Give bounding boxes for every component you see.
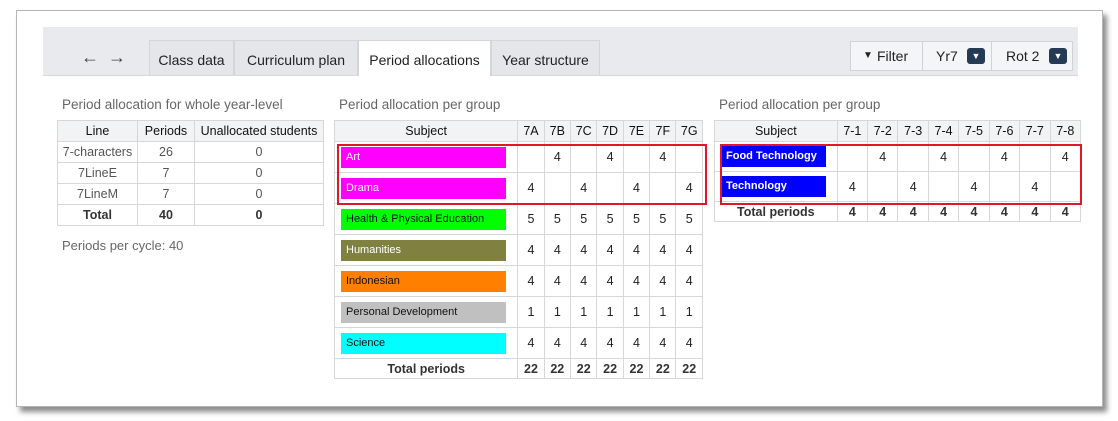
period-cell[interactable]: 4 <box>518 173 544 204</box>
subject-cell <box>715 172 838 202</box>
period-cell[interactable] <box>898 142 928 172</box>
period-cell[interactable]: 4 <box>544 328 570 359</box>
total-unallocated: 0 <box>195 205 324 226</box>
year-level-title: Period allocation for whole year-level <box>62 97 283 112</box>
total-cell: 4 <box>898 202 928 222</box>
table-row <box>715 172 1081 202</box>
total-cell: 4 <box>989 202 1019 222</box>
period-cell[interactable]: 4 <box>597 328 623 359</box>
subject-cell <box>335 142 518 173</box>
period-cell[interactable] <box>989 172 1019 202</box>
period-cell[interactable] <box>571 142 597 173</box>
tab-curriculum-plan[interactable]: Curriculum plan <box>234 40 358 75</box>
period-cell[interactable]: 4 <box>959 172 989 202</box>
period-cell[interactable]: 4 <box>571 328 597 359</box>
period-cell[interactable]: 4 <box>868 142 898 172</box>
period-cell[interactable] <box>1020 142 1050 172</box>
periods-per-cycle <box>62 238 183 253</box>
tab-period-allocations[interactable]: Period allocations <box>358 40 491 76</box>
line-unallocated: 0 <box>195 142 324 163</box>
subject-cell <box>335 173 518 204</box>
period-cell[interactable]: 4 <box>544 142 570 173</box>
period-cell[interactable]: 5 <box>544 204 570 235</box>
period-cell[interactable]: 4 <box>1050 142 1081 172</box>
period-cell[interactable]: 1 <box>597 297 623 328</box>
total-cell: 22 <box>597 359 623 379</box>
filter-icon: ▼ <box>863 50 873 61</box>
total-cell: 4 <box>868 202 898 222</box>
period-cell[interactable]: 4 <box>518 328 544 359</box>
period-cell[interactable]: 5 <box>571 204 597 235</box>
line-unallocated: 0 <box>195 163 324 184</box>
period-cell[interactable]: 1 <box>676 297 703 328</box>
col-header-group: 7E <box>623 121 649 142</box>
group-table-2 <box>714 120 1081 222</box>
total-periods: 40 <box>138 205 195 226</box>
total-cell: 4 <box>1020 202 1050 222</box>
total-cell: 4 <box>928 202 958 222</box>
period-cell[interactable]: 4 <box>623 266 649 297</box>
group-table-2-title: Period allocation per group <box>719 97 881 112</box>
periods-per-cycle-value: 40 <box>168 238 184 253</box>
line-periods: 7 <box>138 184 195 205</box>
table-row <box>58 184 324 205</box>
total-row <box>715 202 1081 222</box>
period-cell[interactable]: 4 <box>898 172 928 202</box>
total-cell: 4 <box>959 202 989 222</box>
col-header-group: 7-8 <box>1050 121 1081 142</box>
period-cell[interactable]: 4 <box>623 328 649 359</box>
tab-class-data[interactable]: Class data <box>149 40 234 75</box>
period-cell[interactable]: 4 <box>597 142 623 173</box>
total-label: Total periods <box>715 202 838 222</box>
total-row <box>58 205 324 226</box>
col-header-group: 7F <box>650 121 676 142</box>
subject-cell <box>715 142 838 172</box>
line-periods: 7 <box>138 163 195 184</box>
year-select[interactable] <box>922 41 992 71</box>
back-arrow-icon[interactable]: ← <box>81 47 99 67</box>
subject-chip[interactable]: Indonesian <box>341 271 506 292</box>
period-cell[interactable]: 1 <box>623 297 649 328</box>
line-name: 7LineM <box>58 184 138 205</box>
period-cell[interactable]: 4 <box>597 266 623 297</box>
table-row <box>715 142 1081 172</box>
period-cell[interactable] <box>837 142 867 172</box>
col-header-subject: Subject <box>715 121 838 142</box>
period-cell[interactable]: 5 <box>518 204 544 235</box>
period-cell[interactable]: 4 <box>676 173 703 204</box>
year-select-value: Yr7 <box>936 48 958 64</box>
table-row <box>335 266 703 297</box>
total-label: Total <box>58 205 138 226</box>
table-row <box>58 142 324 163</box>
year-level-table <box>57 120 324 226</box>
period-cell[interactable]: 1 <box>571 297 597 328</box>
period-cell[interactable]: 1 <box>518 297 544 328</box>
col-header-group: 7B <box>544 121 570 142</box>
period-cell[interactable]: 4 <box>989 142 1019 172</box>
table-row <box>335 204 703 235</box>
col-header-unallocated: Unallocated students <box>195 121 324 142</box>
period-cell[interactable]: 4 <box>518 266 544 297</box>
period-cell[interactable]: 4 <box>650 142 676 173</box>
period-cell[interactable]: 4 <box>650 235 676 266</box>
forward-arrow-icon[interactable]: → <box>108 47 126 67</box>
line-unallocated: 0 <box>195 184 324 205</box>
chevron-down-icon: ▼ <box>967 48 985 64</box>
period-cell[interactable] <box>544 173 570 204</box>
period-cell[interactable]: 5 <box>597 204 623 235</box>
col-header-group: 7-4 <box>928 121 958 142</box>
col-header-group: 7A <box>518 121 544 142</box>
period-cell[interactable] <box>868 172 898 202</box>
period-cell[interactable] <box>928 172 958 202</box>
period-cell[interactable]: 4 <box>571 266 597 297</box>
col-header-group: 7-5 <box>959 121 989 142</box>
col-header-group: 7-3 <box>898 121 928 142</box>
group-table-1 <box>334 120 703 379</box>
rotation-select-value: Rot 2 <box>1006 48 1040 64</box>
line-periods: 26 <box>138 142 195 163</box>
subject-chip[interactable]: Science <box>341 333 506 354</box>
period-cell[interactable]: 4 <box>544 266 570 297</box>
tab-year-structure[interactable]: Year structure <box>491 40 600 75</box>
table-row <box>335 328 703 359</box>
col-header-group: 7C <box>571 121 597 142</box>
period-cell[interactable]: 1 <box>544 297 570 328</box>
total-cell: 22 <box>623 359 649 379</box>
total-cell: 4 <box>1050 202 1081 222</box>
chevron-down-icon: ▼ <box>1049 48 1067 64</box>
total-cell: 22 <box>544 359 570 379</box>
period-cell[interactable] <box>597 173 623 204</box>
col-header-group: 7D <box>597 121 623 142</box>
col-header-line: Line <box>58 121 138 142</box>
table-row <box>335 297 703 328</box>
subject-cell <box>335 235 518 266</box>
period-cell[interactable]: 4 <box>837 172 867 202</box>
header-row <box>335 121 703 142</box>
period-cell[interactable] <box>623 142 649 173</box>
filter-label: Filter <box>877 48 909 64</box>
period-cell[interactable]: 4 <box>571 235 597 266</box>
subject-cell <box>335 328 518 359</box>
table-row <box>58 163 324 184</box>
col-header-group: 7-2 <box>868 121 898 142</box>
subject-cell <box>335 297 518 328</box>
period-cell[interactable] <box>1050 172 1081 202</box>
line-name: 7LineE <box>58 163 138 184</box>
col-header-group: 7-1 <box>837 121 867 142</box>
subject-chip[interactable]: Drama <box>341 178 506 199</box>
period-cell[interactable] <box>518 142 544 173</box>
line-name: 7-characters <box>58 142 138 163</box>
rotation-select[interactable] <box>991 41 1073 71</box>
periods-per-cycle-label: Periods per cycle: <box>62 238 166 253</box>
table-row <box>335 235 703 266</box>
filter-button[interactable] <box>850 41 923 71</box>
period-cell[interactable]: 4 <box>597 235 623 266</box>
period-cell[interactable]: 4 <box>518 235 544 266</box>
period-cell[interactable] <box>650 173 676 204</box>
subject-chip[interactable]: Humanities <box>341 240 506 261</box>
period-cell[interactable]: 5 <box>676 204 703 235</box>
group-table-1-title: Period allocation per group <box>339 97 501 112</box>
period-cell[interactable]: 4 <box>623 173 649 204</box>
subject-chip[interactable]: Personal Development <box>341 302 506 323</box>
col-header-periods: Periods <box>138 121 195 142</box>
total-cell: 22 <box>650 359 676 379</box>
table-row <box>335 173 703 204</box>
total-row <box>335 359 703 379</box>
subject-chip[interactable]: Food Technology <box>721 146 826 167</box>
period-cell[interactable]: 1 <box>650 297 676 328</box>
table-row <box>335 142 703 173</box>
period-cell[interactable]: 4 <box>623 235 649 266</box>
total-cell: 22 <box>676 359 703 379</box>
subject-chip[interactable]: Health & Physical Education <box>341 209 506 230</box>
period-cell[interactable]: 5 <box>650 204 676 235</box>
period-cell[interactable]: 4 <box>544 235 570 266</box>
subject-cell <box>335 204 518 235</box>
col-header-group: 7-7 <box>1020 121 1050 142</box>
total-cell: 22 <box>518 359 544 379</box>
col-header-group: 7-6 <box>989 121 1019 142</box>
total-cell: 22 <box>571 359 597 379</box>
total-cell: 4 <box>837 202 867 222</box>
subject-chip[interactable]: Art <box>341 147 506 168</box>
period-cell[interactable]: 4 <box>571 173 597 204</box>
col-header-group: 7G <box>676 121 703 142</box>
subject-cell <box>335 266 518 297</box>
col-header-subject: Subject <box>335 121 518 142</box>
period-cell[interactable]: 4 <box>928 142 958 172</box>
period-cell[interactable] <box>676 142 703 173</box>
header-row <box>715 121 1081 142</box>
period-cell[interactable]: 5 <box>623 204 649 235</box>
period-cell[interactable]: 4 <box>1020 172 1050 202</box>
period-cell[interactable]: 4 <box>676 328 703 359</box>
period-cell[interactable]: 4 <box>676 235 703 266</box>
total-label: Total periods <box>335 359 518 379</box>
period-cell[interactable] <box>959 142 989 172</box>
period-cell[interactable]: 4 <box>676 266 703 297</box>
period-cell[interactable]: 4 <box>650 328 676 359</box>
subject-chip[interactable]: Technology <box>721 176 826 197</box>
period-cell[interactable]: 4 <box>650 266 676 297</box>
